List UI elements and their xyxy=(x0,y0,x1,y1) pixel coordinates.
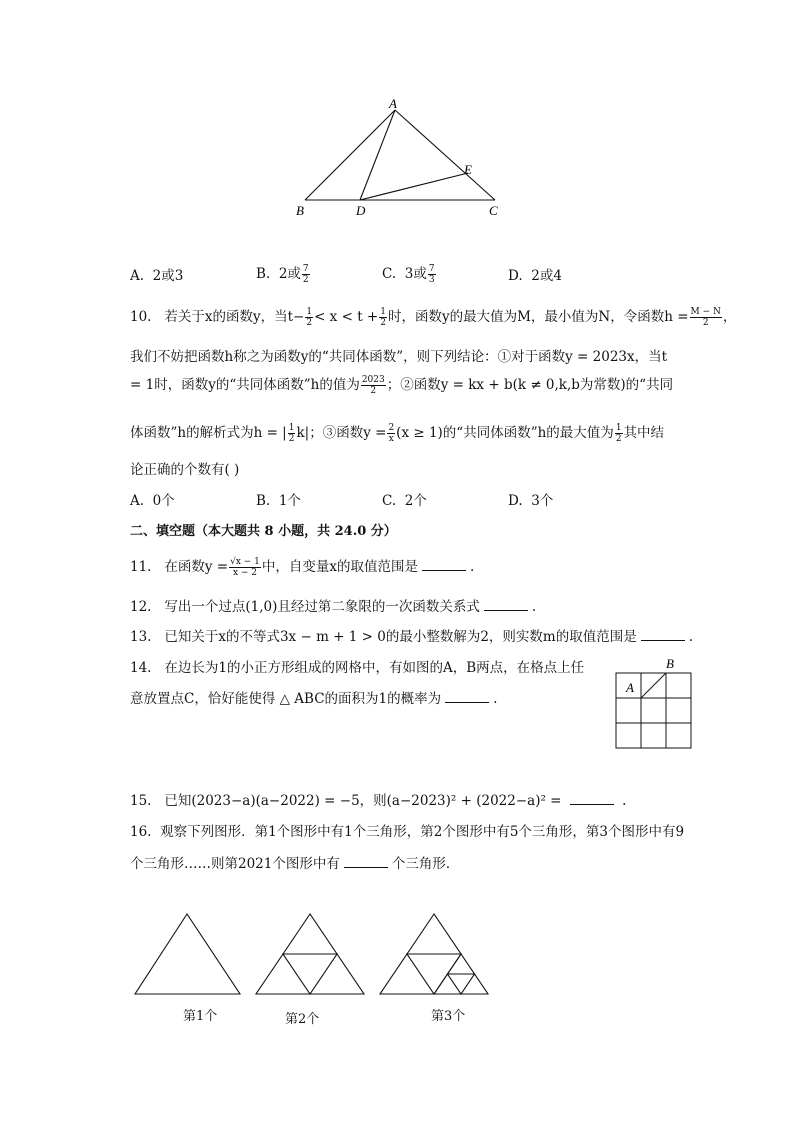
grid-label-a: A xyxy=(626,680,634,695)
q15: 15. 已知(2023−a)(a−2022) = −5，则(a−2023)² + (2022−a)² = . xyxy=(130,793,627,809)
caption-figure-2: 第2个 xyxy=(285,1012,320,1027)
q14-answer-blank[interactable] xyxy=(445,690,489,703)
triangle-pattern-1 xyxy=(130,910,246,998)
q9-option-c[interactable]: C. 3或 $\frac{7}{3}$ xyxy=(382,264,435,285)
label-e: E xyxy=(464,162,472,177)
q10-line5: 论正确的个数有( ) xyxy=(130,462,240,478)
grid-figure xyxy=(610,655,700,751)
caption-figure-1: 第1个 xyxy=(183,1009,218,1024)
q16-line2: 个三角形……则第2021个图形中有 个三角形． xyxy=(130,856,460,872)
q9-option-d[interactable]: D. 2或4 xyxy=(508,268,562,284)
q15-answer-blank[interactable] xyxy=(570,792,614,805)
q9-option-b[interactable]: B. 2或 $\frac{7}{2}$ xyxy=(256,264,309,285)
q12: 12. 写出一个过点(1,0)且经过第二象限的一次函数关系式 . xyxy=(130,599,537,615)
q10-option-a[interactable]: A. 0个 xyxy=(130,493,175,509)
q9-option-a[interactable]: A. 2或3 xyxy=(130,268,184,284)
label-b: B xyxy=(296,203,304,218)
grid-label-b: B xyxy=(666,656,674,671)
section-heading-fill-blank: 二、填空题（本大题共 8 小题，共 24.0 分） xyxy=(130,524,397,539)
q14-line2: 意放置点C，恰好能使得 △ ABC的面积为1的概率为 . xyxy=(130,691,498,707)
q10-line3: = 1时，函数y的“共同体函数”h的值为 $\frac{2023}{2}$ ；②函数y = kx + b(k ≠ 0,k,b为常数)的“共同 xyxy=(130,375,674,396)
q13-answer-blank[interactable] xyxy=(641,628,685,641)
triangle-figure xyxy=(290,95,510,225)
q10-option-b[interactable]: B. 1个 xyxy=(256,493,301,509)
q11-answer-blank[interactable] xyxy=(422,558,466,571)
q16-answer-blank[interactable] xyxy=(344,855,388,868)
q12-answer-blank[interactable] xyxy=(484,598,528,611)
caption-figure-3: 第3个 xyxy=(431,1009,466,1024)
q10-line4: 体函数”h的解析式为h = | $\frac{1}{2}$ k|；③函数y = $\frac{2}{x}$ (x ≥ 1)的“共同体函数”h的最大值为 $\frac{1}{2}$ 其中结 xyxy=(130,423,665,444)
q10-option-c[interactable]: C. 2个 xyxy=(382,493,427,509)
q10-line2: 我们不妨把函数h称之为函数y的“共同体函数”，则下列结论：①对于函数y = 2023x，当t xyxy=(130,349,668,365)
q10-line1: 10. 若关于x的函数y，当t− $\frac{1}{2}$ < x < t + $\frac{1}{2}$ 时，函数y的最大值为M，最小值为N，令函数h = $\frac{M - N}{2}$ ， xyxy=(130,307,737,328)
triangle-pattern-3 xyxy=(374,910,494,998)
q10-option-d[interactable]: D. 3个 xyxy=(508,493,554,509)
label-d: D xyxy=(356,203,366,218)
q16-line1: 16. 观察下列图形．第1个图形中有1个三角形，第2个图形中有5个三角形，第3个图形中有9 xyxy=(130,824,685,840)
q14-line1: 14. 在边长为1的小正方形组成的网格中，有如图的A，B两点，在格点上任 xyxy=(130,660,585,676)
q11: 11. 在函数y = $\frac{√x - 1}{x - 2}$ 中，自变量x的取值范围是 . xyxy=(130,557,475,578)
q13: 13. 已知关于x的不等式3x − m + 1 > 0的最小整数解为2，则实数m的取值范围是 . xyxy=(130,629,694,645)
label-c: C xyxy=(489,203,498,218)
label-a: A xyxy=(389,96,397,111)
triangle-pattern-2 xyxy=(250,910,372,998)
